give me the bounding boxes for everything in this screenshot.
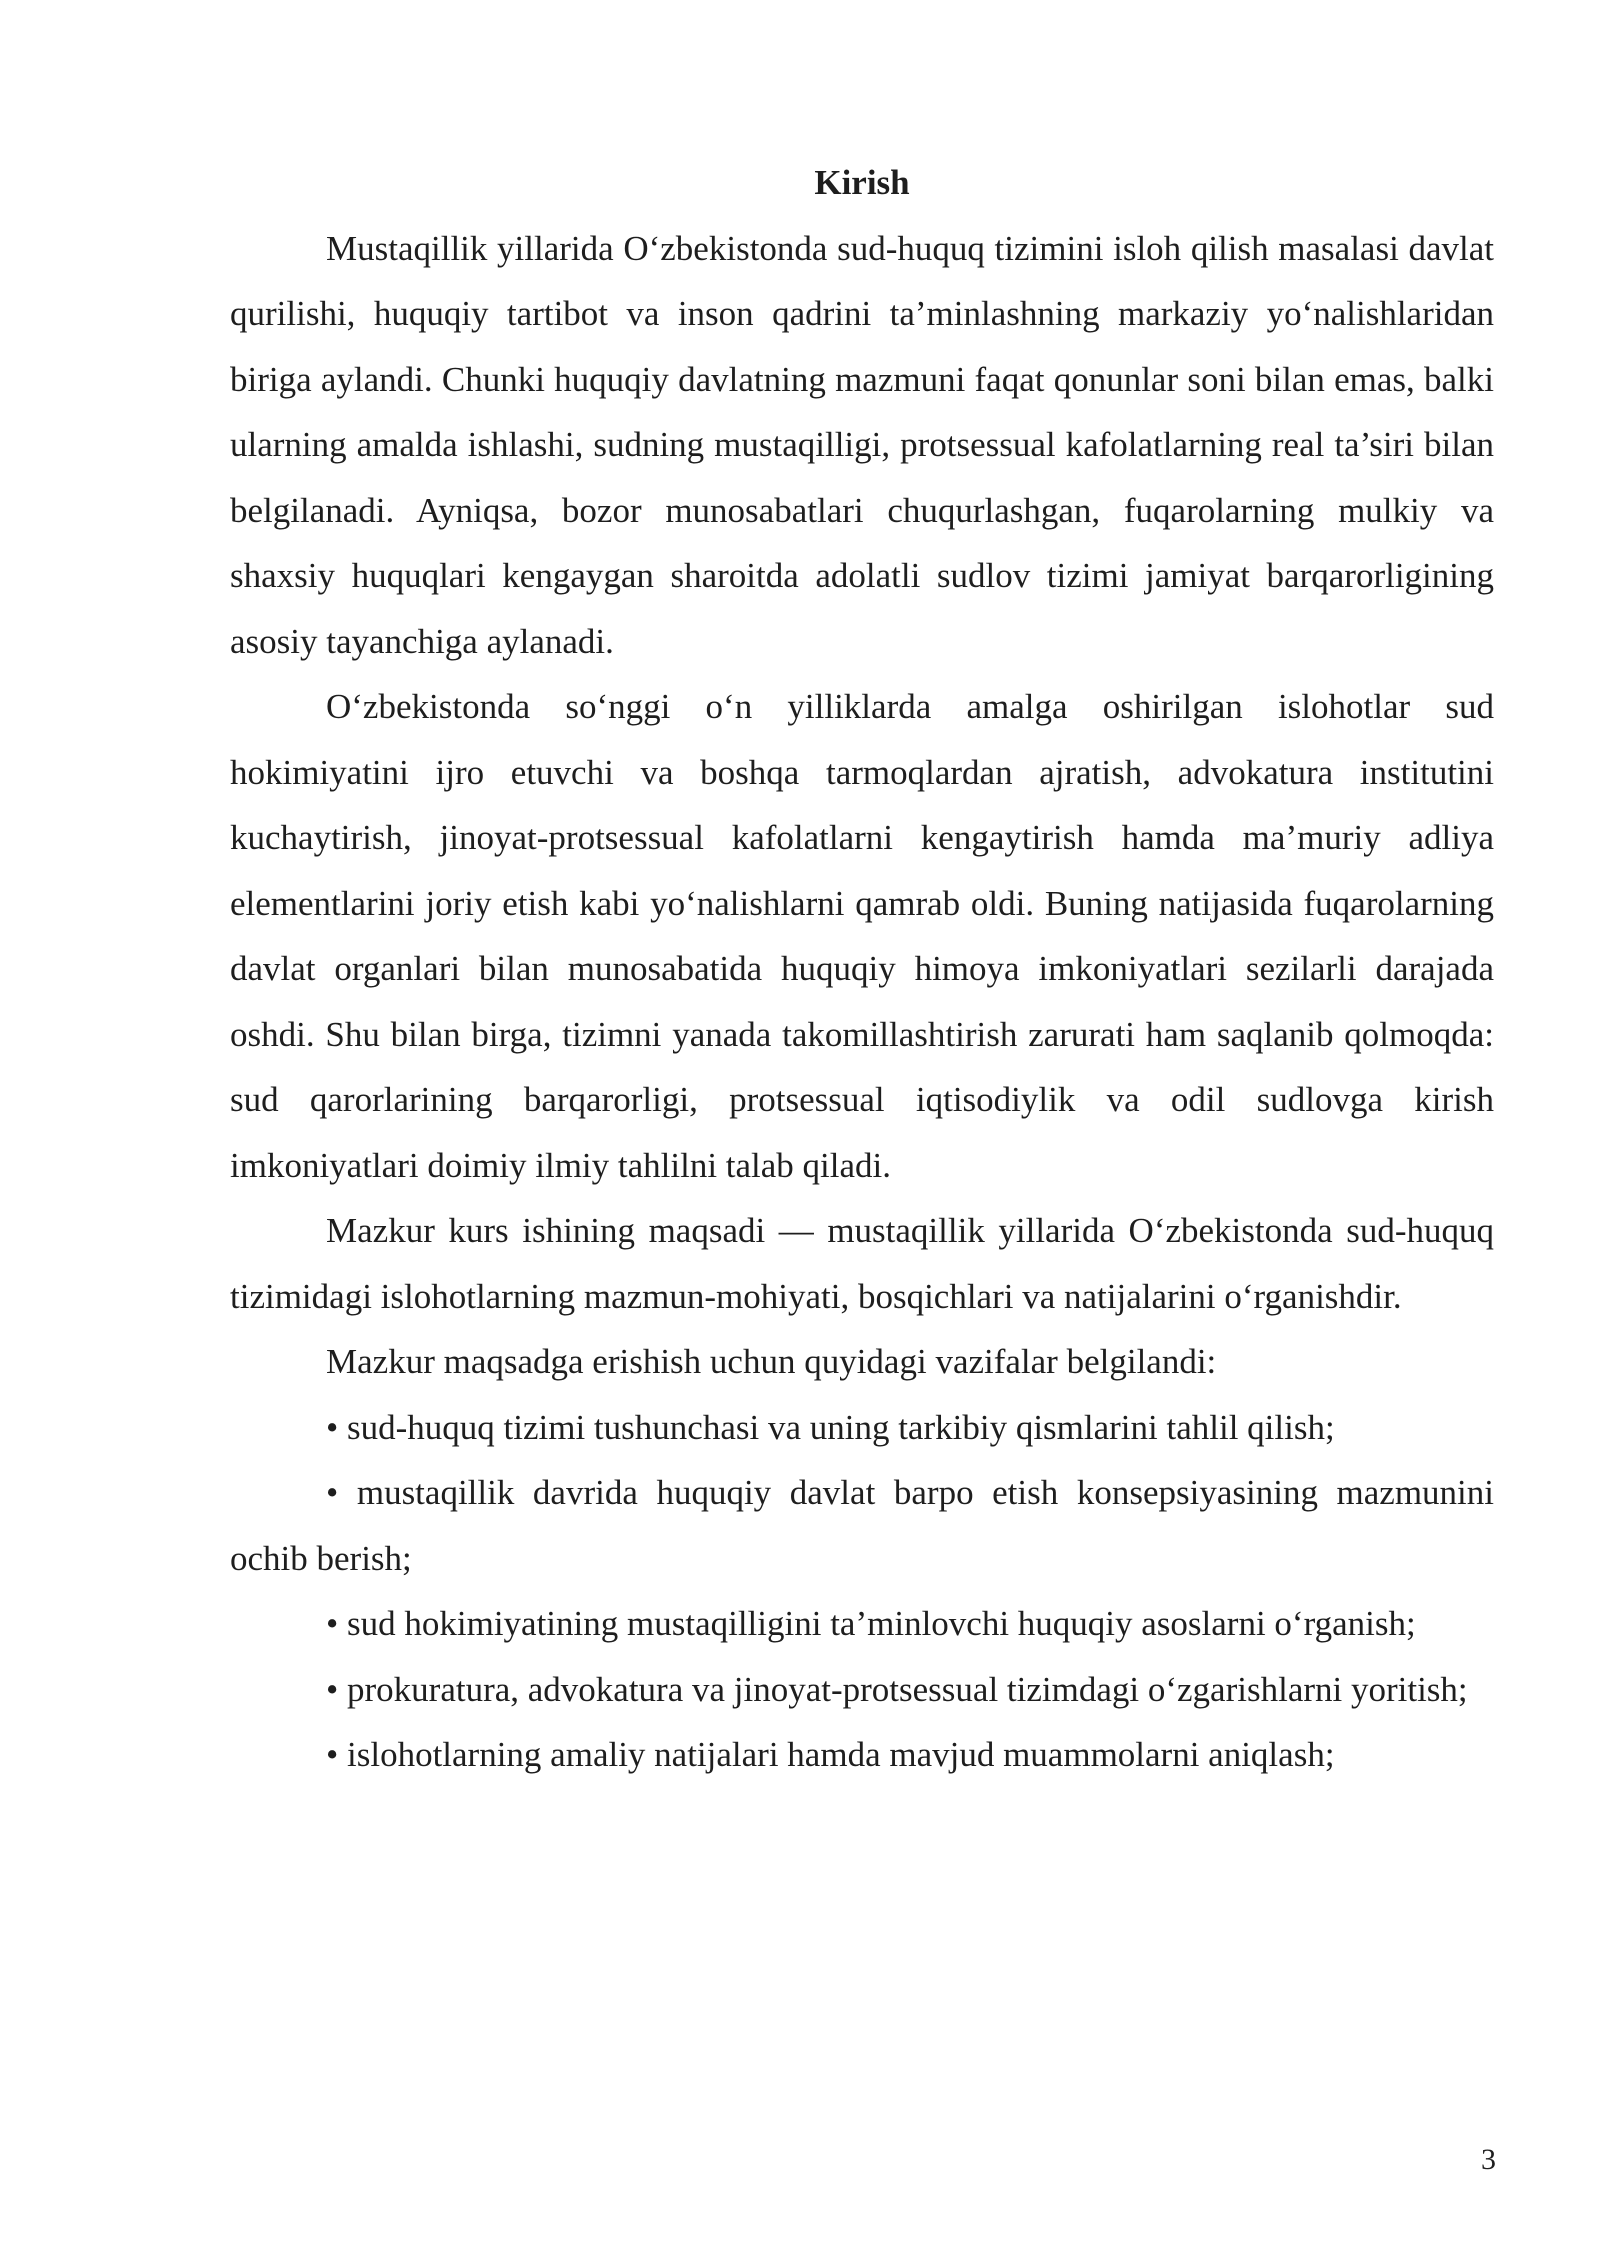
document-page <box>230 150 1494 1788</box>
task-item-5: • islohotlarning amaliy natijalari hamda mavjud muammolarni aniqlash; <box>326 1735 1335 1774</box>
paragraph-intro: Mustaqillik yillarida O‘zbekistonda sud-huquq tizimini isloh qilish masalasi davlat qurilishi, huquqiy tartibot va inson qadrini ta’minlashning markaziy yo‘nalishlaridan biriga aylandi. Chunki huquqiy davlatning mazmuni faqat qonunlar soni bilan emas, balki ularning amalda ishlashi, sudning mustaqilligi, protsessual kafolatlarning real ta’siri bilan belgilanadi. Ayniqsa, bozor munosabatlari chuqurlashgan, fuqarolarning mulkiy va shaxsiy huquqlari kengaygan sharoitda adolatli sudlov tizimi jamiyat barqarorligining asosiy tayanchiga aylanadi. <box>230 228 1494 661</box>
paragraph-reforms: O‘zbekistonda so‘nggi o‘n yilliklarda amalga oshirilgan islohotlar sud hokimiyatini ijro etuvchi va boshqa tarmoqlardan ajratish, advokatura institutini kuchaytirish, jinoyat-protsessual kafolatlarni kengaytirish hamda ma’muriy adliya elementlarini joriy etish kabi yo‘nalishlarni qamrab oldi. Buning natijasida fuqarolarning davlat organlari bilan munosabatida huquqiy himoya imkoniyatlari sezilarli darajada oshdi. Shu bilan birga, tizimni yanada takomillashtirish zarurati ham saqlanib qolmoqda: sud qarorlarining barqarorligi, protsessual iqtisodiylik va odil sudlovga kirish imkoniyatlari doimiy ilmiy tahlilni talab qiladi. <box>230 687 1494 1185</box>
task-item-4: • prokuratura, advokatura va jinoyat-protsessual tizimdagi o‘zgarishlarni yoritish; <box>326 1669 1468 1709</box>
task-item-2: • mustaqillik davrida huquqiy davlat barpo etish konsepsiyasining mazmunini ochib berish; <box>230 1473 1494 1578</box>
task-item-3: • sud hokimiyatining mustaqilligini ta’minlovchi huquqiy asoslarni o‘rganish; <box>326 1604 1416 1643</box>
task-item-1: • sud-huquq tizimi tushunchasi va uning tarkibiy qismlarini tahlil qilish; <box>326 1407 1335 1447</box>
page-number: 3 <box>1481 2143 1496 2176</box>
paragraph-tasks-intro: Mazkur maqsadga erishish uchun quyidagi vazifalar belgilandi: <box>326 1342 1217 1381</box>
paragraph-aim: Mazkur kurs ishining maqsadi — mustaqillik yillarida O‘zbekistonda sud-huquq tizimidagi islohotlarning mazmun-mohiyati, bosqichlari va natijalarini o‘rganishdir. <box>230 1211 1494 1316</box>
page-title: Kirish <box>814 163 910 202</box>
